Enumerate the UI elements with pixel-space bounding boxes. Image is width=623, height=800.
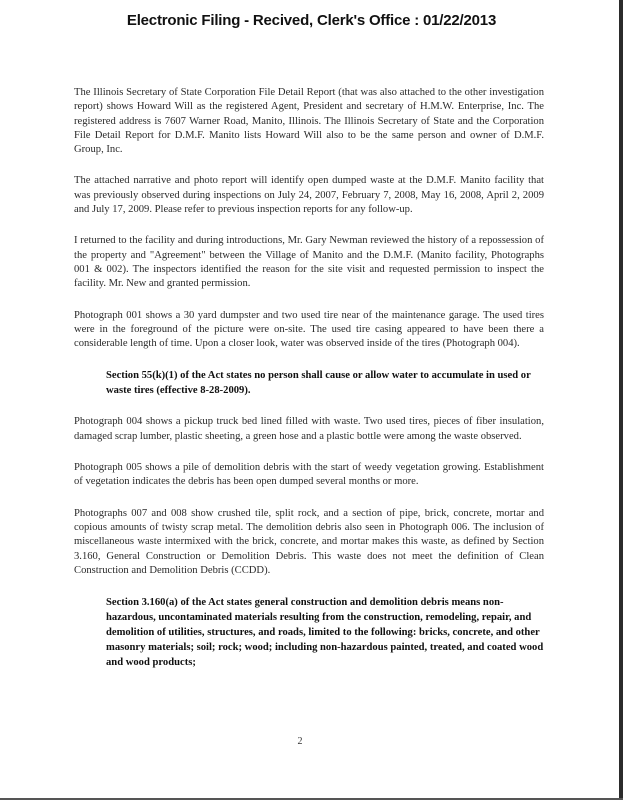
- paragraph-introductions: I returned to the facility and during introductions, Mr. Gary Newman reviewed the history of a repossession of the property and "Agreement" between the Village of Manito and the D.M.F. (Manito facility, Photographs 001 & 002). The inspectors identified the reason for the site visit and requested permission to inspect the facility. Mr. New and granted permission.: [74, 235, 544, 290]
- paragraph-photos-007-008: Photographs 007 and 008 show crushed tile, split rock, and a section of pipe, brick, concrete, mortar and copious amounts of twisty scrap metal. The demolition debris also seen in Photograph 006. The inclusion of miscellaneous waste intermixed with the brick, concrete, and mortar makes this waste, as defined by Section 3.160, General Construction or Demolition Debris. This waste does not meet the definition of Clean Construction and Demolition Debris (CCDD).: [74, 507, 544, 576]
- filing-stamp-header: Electronic Filing - Recived, Clerk's Office : 01/22/2013: [126, 12, 497, 29]
- page-number: 2: [297, 736, 303, 747]
- paragraph-photo-001: Photograph 001 shows a 30 yard dumpster and two used tire near of the maintenance garage. The used tires were in the foreground of the picture were on-site. The used tire casing appeared to have been there a considerable length of time. Upon a closer look, water was observed inside of the tires (Photograph 004).: [74, 309, 544, 350]
- paragraph-photo-004: Photograph 004 shows a pickup truck bed lined filled with waste. Two used tires, pieces of fiber insulation, damaged scrap lumber, plastic sheeting, a green hose and a plastic bottle were among the waste observed.: [74, 416, 544, 442]
- document-body: [74, 86, 544, 687]
- paragraph-photo-005: Photograph 005 shows a pile of demolition debris with the start of weedy vegetation growing. Establishment of vegetation indicates the debris has been open dumped several months or more.: [74, 462, 544, 488]
- paragraph-corporation-report: The Illinois Secretary of State Corporation File Detail Report (that was also attached to the other investigation report) shows Howard Will as the registered Agent, President and secretary of H.M.W. Enterprise, Inc. The registered address is 7607 Warner Road, Manito, Illinois. The Illinois Secretary of State and the Corporation File Detail Report for D.M.F. Manito lists Howard Will also to be the same person and owner of D.M.F. Group, Inc.: [74, 87, 544, 156]
- scan-edge-right: [619, 0, 623, 800]
- statute-section-3-160a: Section 3.160(a) of the Act states general construction and demolition debris means non-hazardous, uncontaminated materials resulting from the construction, remodeling, repair, and demolition of utilities, structures, and roads, limited to the following: bricks, concrete, and other masonry materials; soil; rock; wood; including non-hazardous painted, treated, and coated wood and wood products;: [106, 597, 544, 669]
- paragraph-open-dumped-waste: The attached narrative and photo report will identify open dumped waste at the D.M.F. Manito facility that was previously observed during inspections on July 24, 2007, February 7, 2008, May 16, 2008, April 2, 2009 and July 17, 2009. Please refer to previous inspection reports for any follow-up.: [74, 175, 544, 216]
- statute-section-55k1: Section 55(k)(1) of the Act states no person shall cause or allow water to accumulate in used or waste tires (effective 8-28-2009).: [106, 370, 531, 397]
